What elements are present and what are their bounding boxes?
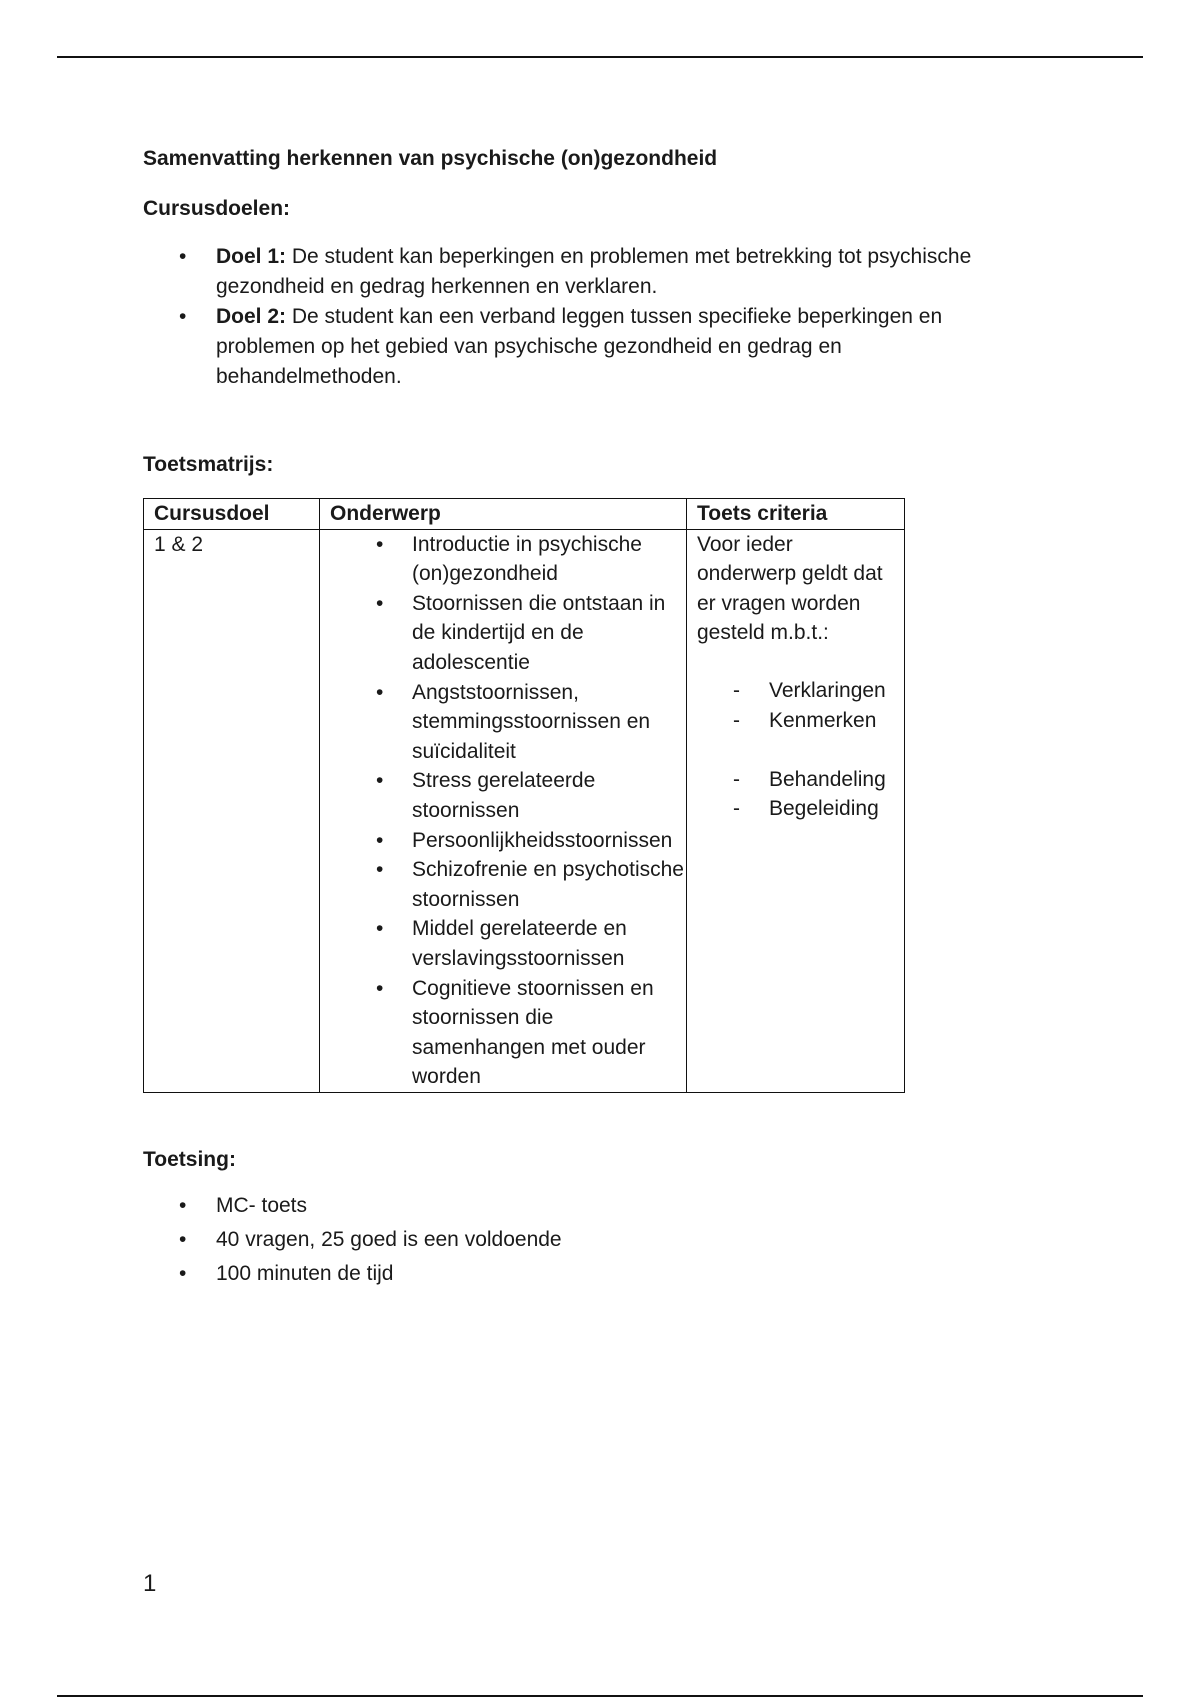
topic-item: • Angststoornissen, stemmingsstoornissen en suïcidaliteit: [330, 678, 686, 767]
goal-item: [143, 242, 1023, 302]
matrix-heading: Toetsmatrijs:: [143, 453, 274, 476]
column-header-cursusdoel: Cursusdoel: [144, 499, 320, 530]
topic-item: • Stress gerelateerde stoornissen: [330, 766, 686, 825]
goal-text: De student kan beperkingen en problemen met betrekking tot psychische gezondheid en gedrag herkennen en verklaren.: [216, 245, 972, 298]
goal-item: [143, 302, 1023, 392]
topic-item: • Cognitieve stoornissen en stoornissen die samenhangen met ouder worden: [330, 974, 686, 1092]
goal-label: Doel 1:: [216, 245, 287, 268]
column-header-onderwerp: Onderwerp: [320, 499, 687, 530]
criteria-item: - Behandeling: [697, 765, 894, 795]
test-heading: Toetsing:: [143, 1147, 236, 1171]
goals-list: [143, 242, 1023, 392]
test-list: [143, 1191, 1043, 1289]
topics-cell: [320, 529, 687, 1092]
criteria-item: - Begeleiding: [697, 794, 894, 824]
criteria-item: - Kenmerken: [697, 706, 894, 736]
goals-heading: Cursusdoelen:: [143, 197, 291, 220]
footer-rule: [57, 1695, 1143, 1697]
goal-label: Doel 2:: [216, 305, 287, 328]
test-item: • MC- toets: [143, 1191, 1043, 1221]
criteria-list: [697, 676, 894, 824]
criteria-intro: Voor ieder onderwerp geldt dat er vragen worden gesteld m.b.t.:: [697, 532, 883, 645]
test-item: • 40 vragen, 25 goed is een voldoende: [143, 1225, 1043, 1255]
goal-text: De student kan een verband leggen tussen specifieke beperkingen en problemen op het gebied van psychische gezondheid en gedrag en behandelmethoden.: [216, 305, 943, 388]
column-header-toets-criteria: Toets criteria: [687, 499, 905, 530]
table-row: [144, 529, 905, 1092]
topics-list: [330, 530, 686, 1092]
test-matrix-table: [143, 498, 905, 1093]
topic-item: • Schizofrenie en psychotische stoornissen: [330, 855, 686, 914]
topic-item: • Middel gerelateerde en verslavingsstoornissen: [330, 914, 686, 973]
table-header-row: [144, 499, 905, 530]
page-number: 1: [143, 1570, 157, 1597]
test-item: • 100 minuten de tijd: [143, 1259, 1043, 1289]
document-page: [143, 140, 1043, 1293]
document-title: Samenvatting herkennen van psychische (on)gezondheid: [143, 147, 718, 170]
topic-item: • Persoonlijkheidsstoornissen: [330, 826, 686, 856]
topic-item: • Stoornissen die ontstaan in de kindertijd en de adolescentie: [330, 589, 686, 678]
topic-item: • Introductie in psychische (on)gezondheid: [330, 530, 686, 589]
criteria-item: - Verklaringen: [697, 676, 894, 706]
criteria-cell: [687, 529, 905, 1092]
header-rule: [57, 56, 1143, 58]
goal-ref-cell: 1 & 2: [144, 529, 320, 1092]
